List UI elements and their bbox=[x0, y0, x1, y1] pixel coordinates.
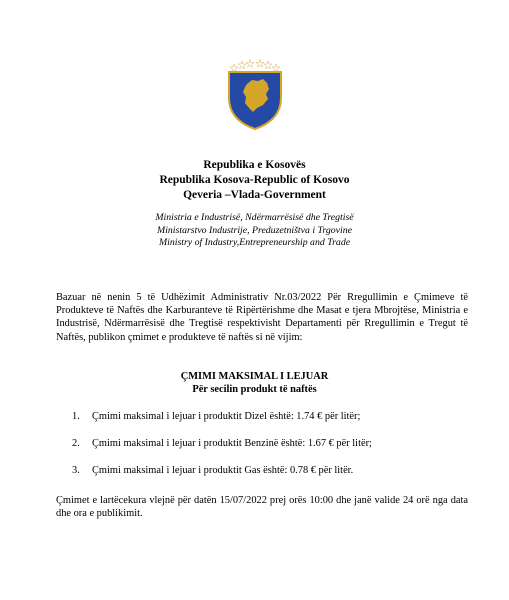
header-line-government: Qeveria –Vlada-Government bbox=[183, 189, 326, 201]
price-list bbox=[72, 410, 372, 491]
list-number: 3. bbox=[72, 465, 80, 476]
price-item-diesel bbox=[72, 410, 372, 437]
document-header bbox=[0, 158, 509, 203]
kosovo-coat-of-arms bbox=[227, 58, 283, 130]
price-item-gas bbox=[72, 464, 372, 491]
intro-paragraph: Bazuar në nenin 5 të Udhëzimit Administrativ Nr.03/2022 Për Rregullimin e Çmimeve të Produkteve të Naftës dhe Karburanteve të Ripërtërishme dhe Masat e tjera Mbrojtëse, Ministria e Industrisë, Ndërmarrësisë dhe Tregtisë respektivisht Departamenti për Rregullimin e Tregut të Naftës, publikon çmimet e produkteve të naftës si në vijim: bbox=[56, 292, 468, 343]
price-subtitle: Për secilin produkt të naftës bbox=[192, 384, 317, 395]
price-item-text: Çmimi maksimal i lejuar i produktit Dizel është: 1.74 € për litër; bbox=[92, 411, 361, 422]
price-title: ÇMIMI MAKSIMAL I LEJUAR bbox=[180, 371, 329, 382]
header-line-republic-al: Republika e Kosovës bbox=[203, 159, 306, 171]
ministry-name-block bbox=[0, 212, 509, 250]
ministry-name-en: Ministry of Industry,Entrepreneurship and Trade bbox=[158, 237, 351, 248]
ministry-name-al: Ministria e Industrisë, Ndërmarrësisë dhe Tregtisë bbox=[155, 212, 354, 223]
list-number: 1. bbox=[72, 411, 80, 422]
price-item-petrol bbox=[72, 437, 372, 464]
price-item-text: Çmimi maksimal i lejuar i produktit Benzinë është: 1.67 € për litër; bbox=[92, 438, 372, 449]
price-item-text: Çmimi maksimal i lejuar i produktit Gas është: 0.78 € për litër. bbox=[92, 465, 354, 476]
header-line-republic-sr-en: Republika Kosova-Republic of Kosovo bbox=[159, 174, 350, 186]
price-title-block bbox=[0, 370, 509, 396]
ministry-name-sr: Ministarstvo Industrije, Preduzetništva i Trgovine bbox=[157, 224, 352, 236]
list-number: 2. bbox=[72, 438, 80, 449]
validity-paragraph: Çmimet e lartëcekura vlejnë për datën 15/07/2022 prej orës 10:00 dhe janë valide 24 orë nga data dhe ora e publikimit. bbox=[56, 495, 468, 520]
